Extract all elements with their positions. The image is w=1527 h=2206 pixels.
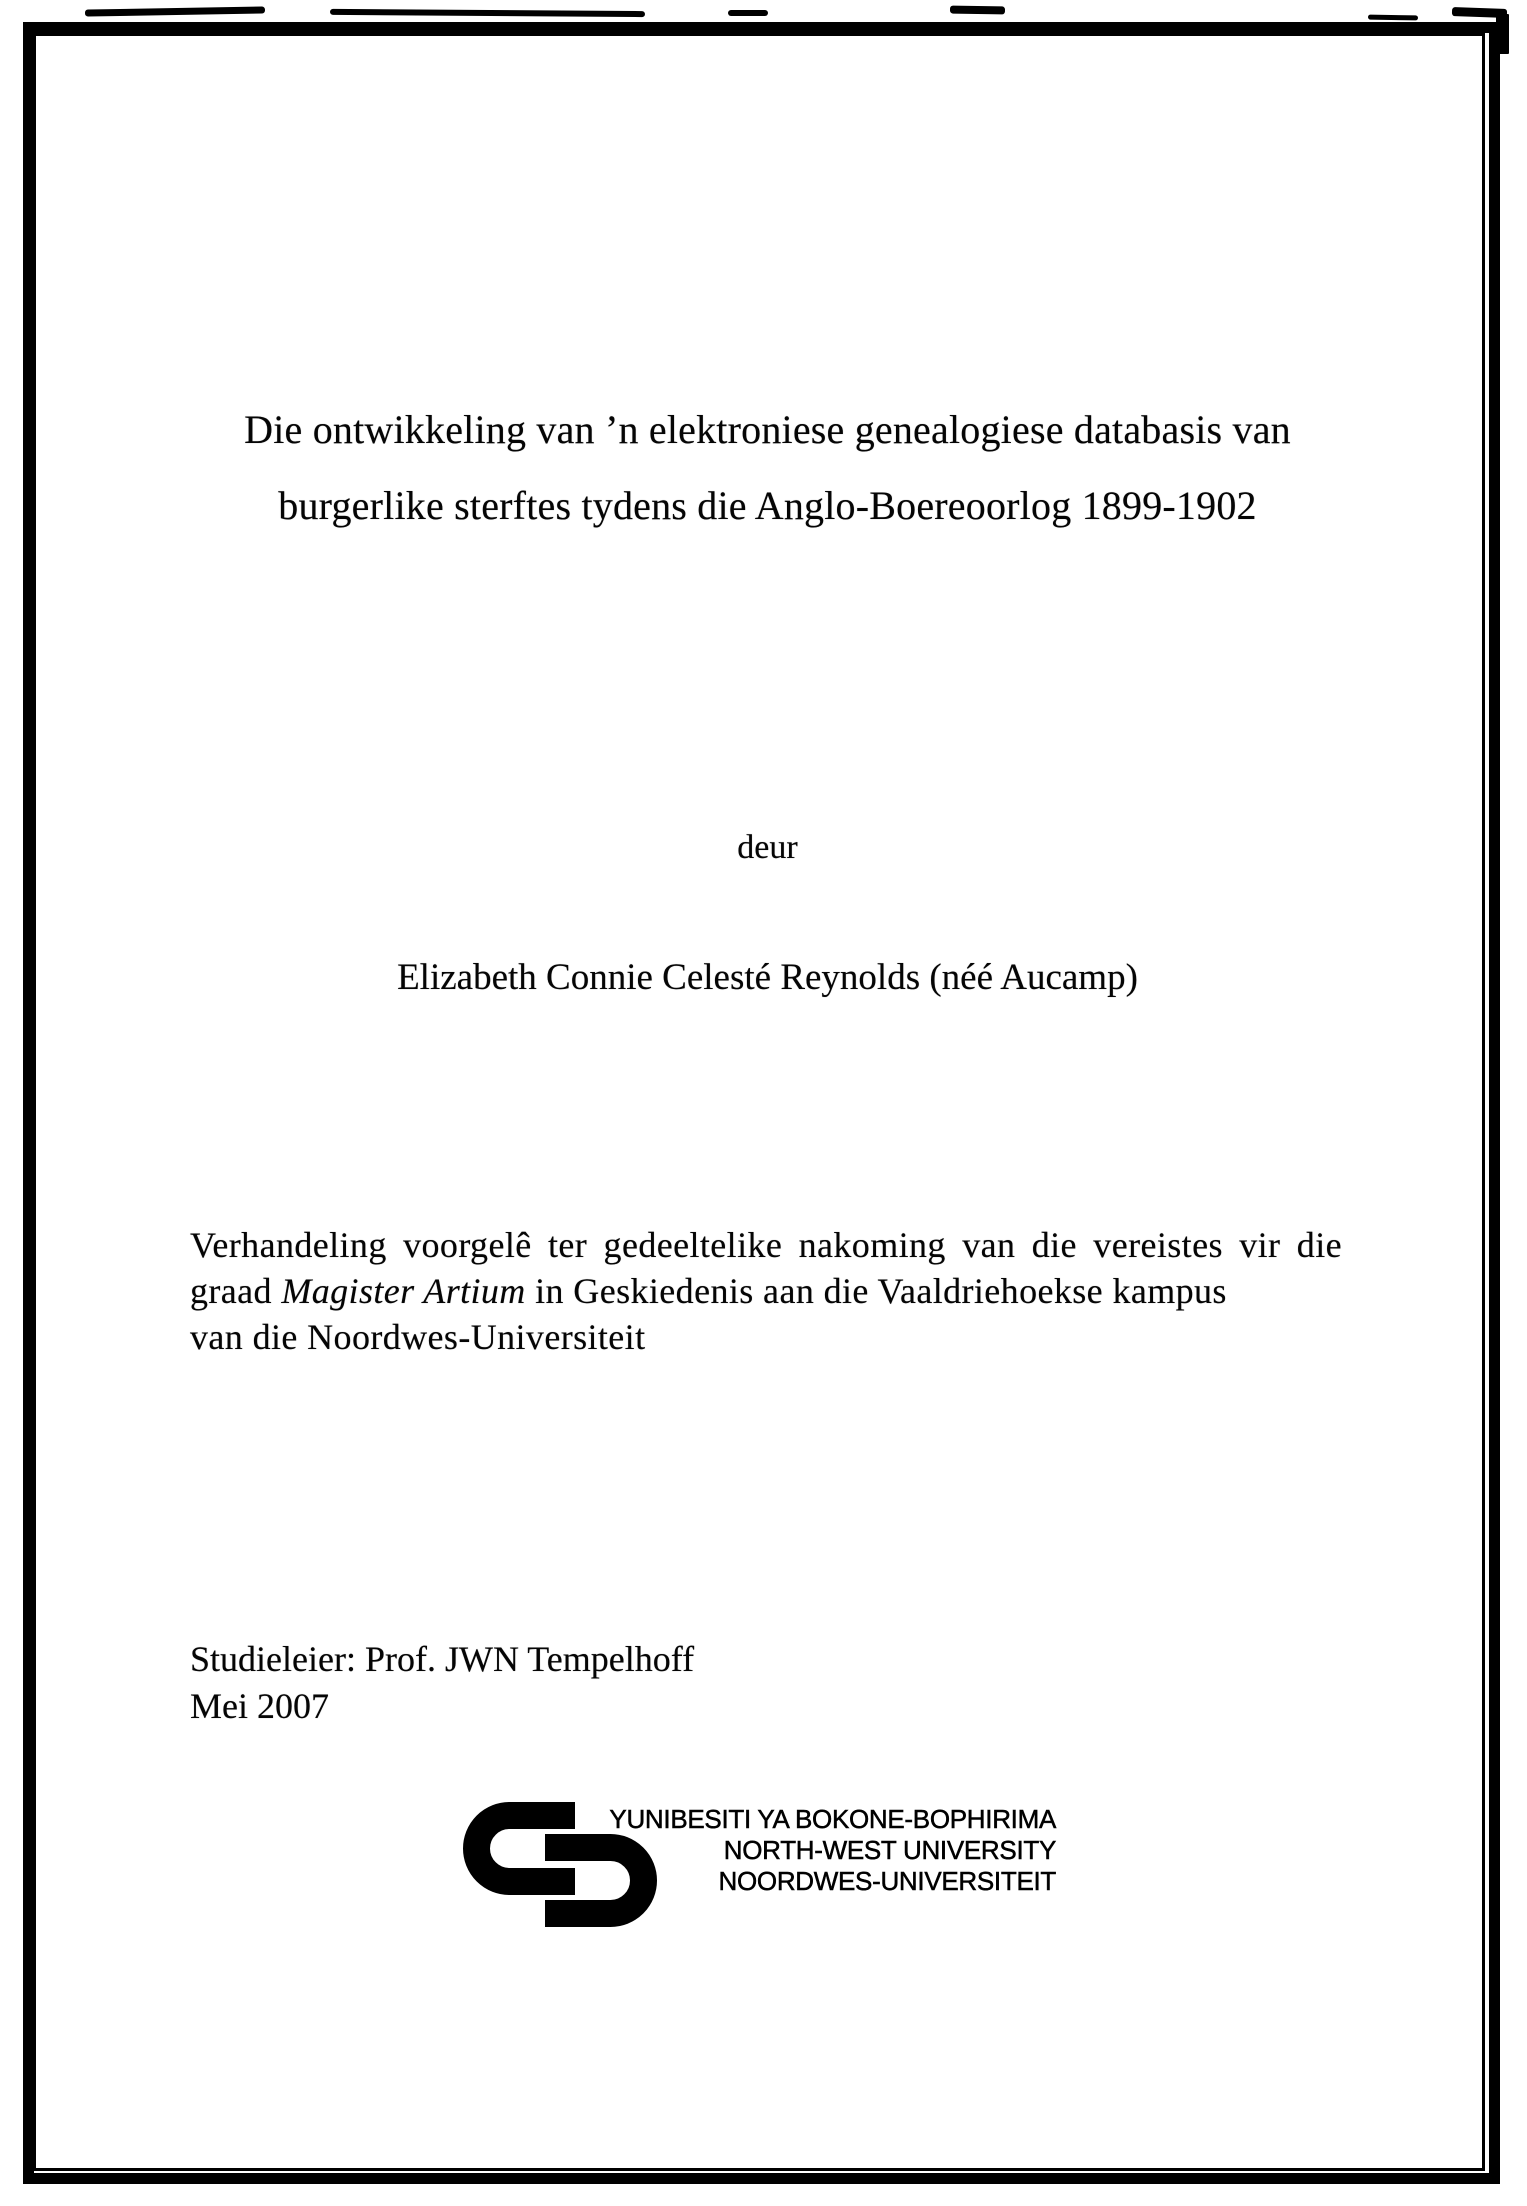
- supervisor-block: [190, 1636, 1090, 1730]
- supervisor-line: Studieleier: Prof. JWN Tempelhoff: [190, 1639, 695, 1679]
- degree-statement: [190, 1222, 1342, 1360]
- degree-statement-line2-suffix: in Geskiedenis aan die Vaaldriehoekse kampus: [525, 1271, 1227, 1311]
- degree-statement-line2-prefix: graad: [190, 1271, 282, 1311]
- byline: deur: [737, 829, 798, 866]
- degree-statement-line2: [190, 1268, 1342, 1314]
- thesis-title-line1: Die ontwikkeling van ’n elektroniese genealogiese databasis van: [244, 407, 1291, 452]
- scan-artifact: [330, 9, 645, 17]
- nwu-logo-text: [578, 1804, 1056, 1897]
- thesis-title: [190, 392, 1345, 544]
- scan-artifact: [950, 6, 1005, 15]
- scan-artifact: [85, 6, 265, 16]
- thesis-title-line2: burgerlike sterftes tydens die Anglo-Boereoorlog 1899-1902: [278, 483, 1257, 528]
- scan-artifact: [1368, 15, 1418, 21]
- scan-artifact: [728, 10, 768, 16]
- nwu-logo: [463, 1800, 1063, 1940]
- date-line: Mei 2007: [190, 1686, 329, 1726]
- logo-text-setswana: YUNIBESITI YA BOKONE-BOPHIRIMA: [609, 1804, 1056, 1834]
- logo-text-afrikaans: NOORDWES-UNIVERSITEIT: [718, 1866, 1056, 1896]
- author-name: Elizabeth Connie Celesté Reynolds (néé Aucamp): [397, 957, 1138, 998]
- degree-statement-line3: van die Noordwes-Universiteit: [190, 1317, 646, 1357]
- degree-name: Magister Artium: [281, 1271, 526, 1311]
- degree-statement-line1: Verhandeling voorgelê ter gedeeltelike nakoming van die vereistes vir die: [190, 1225, 1342, 1265]
- logo-text-english: NORTH-WEST UNIVERSITY: [723, 1835, 1056, 1865]
